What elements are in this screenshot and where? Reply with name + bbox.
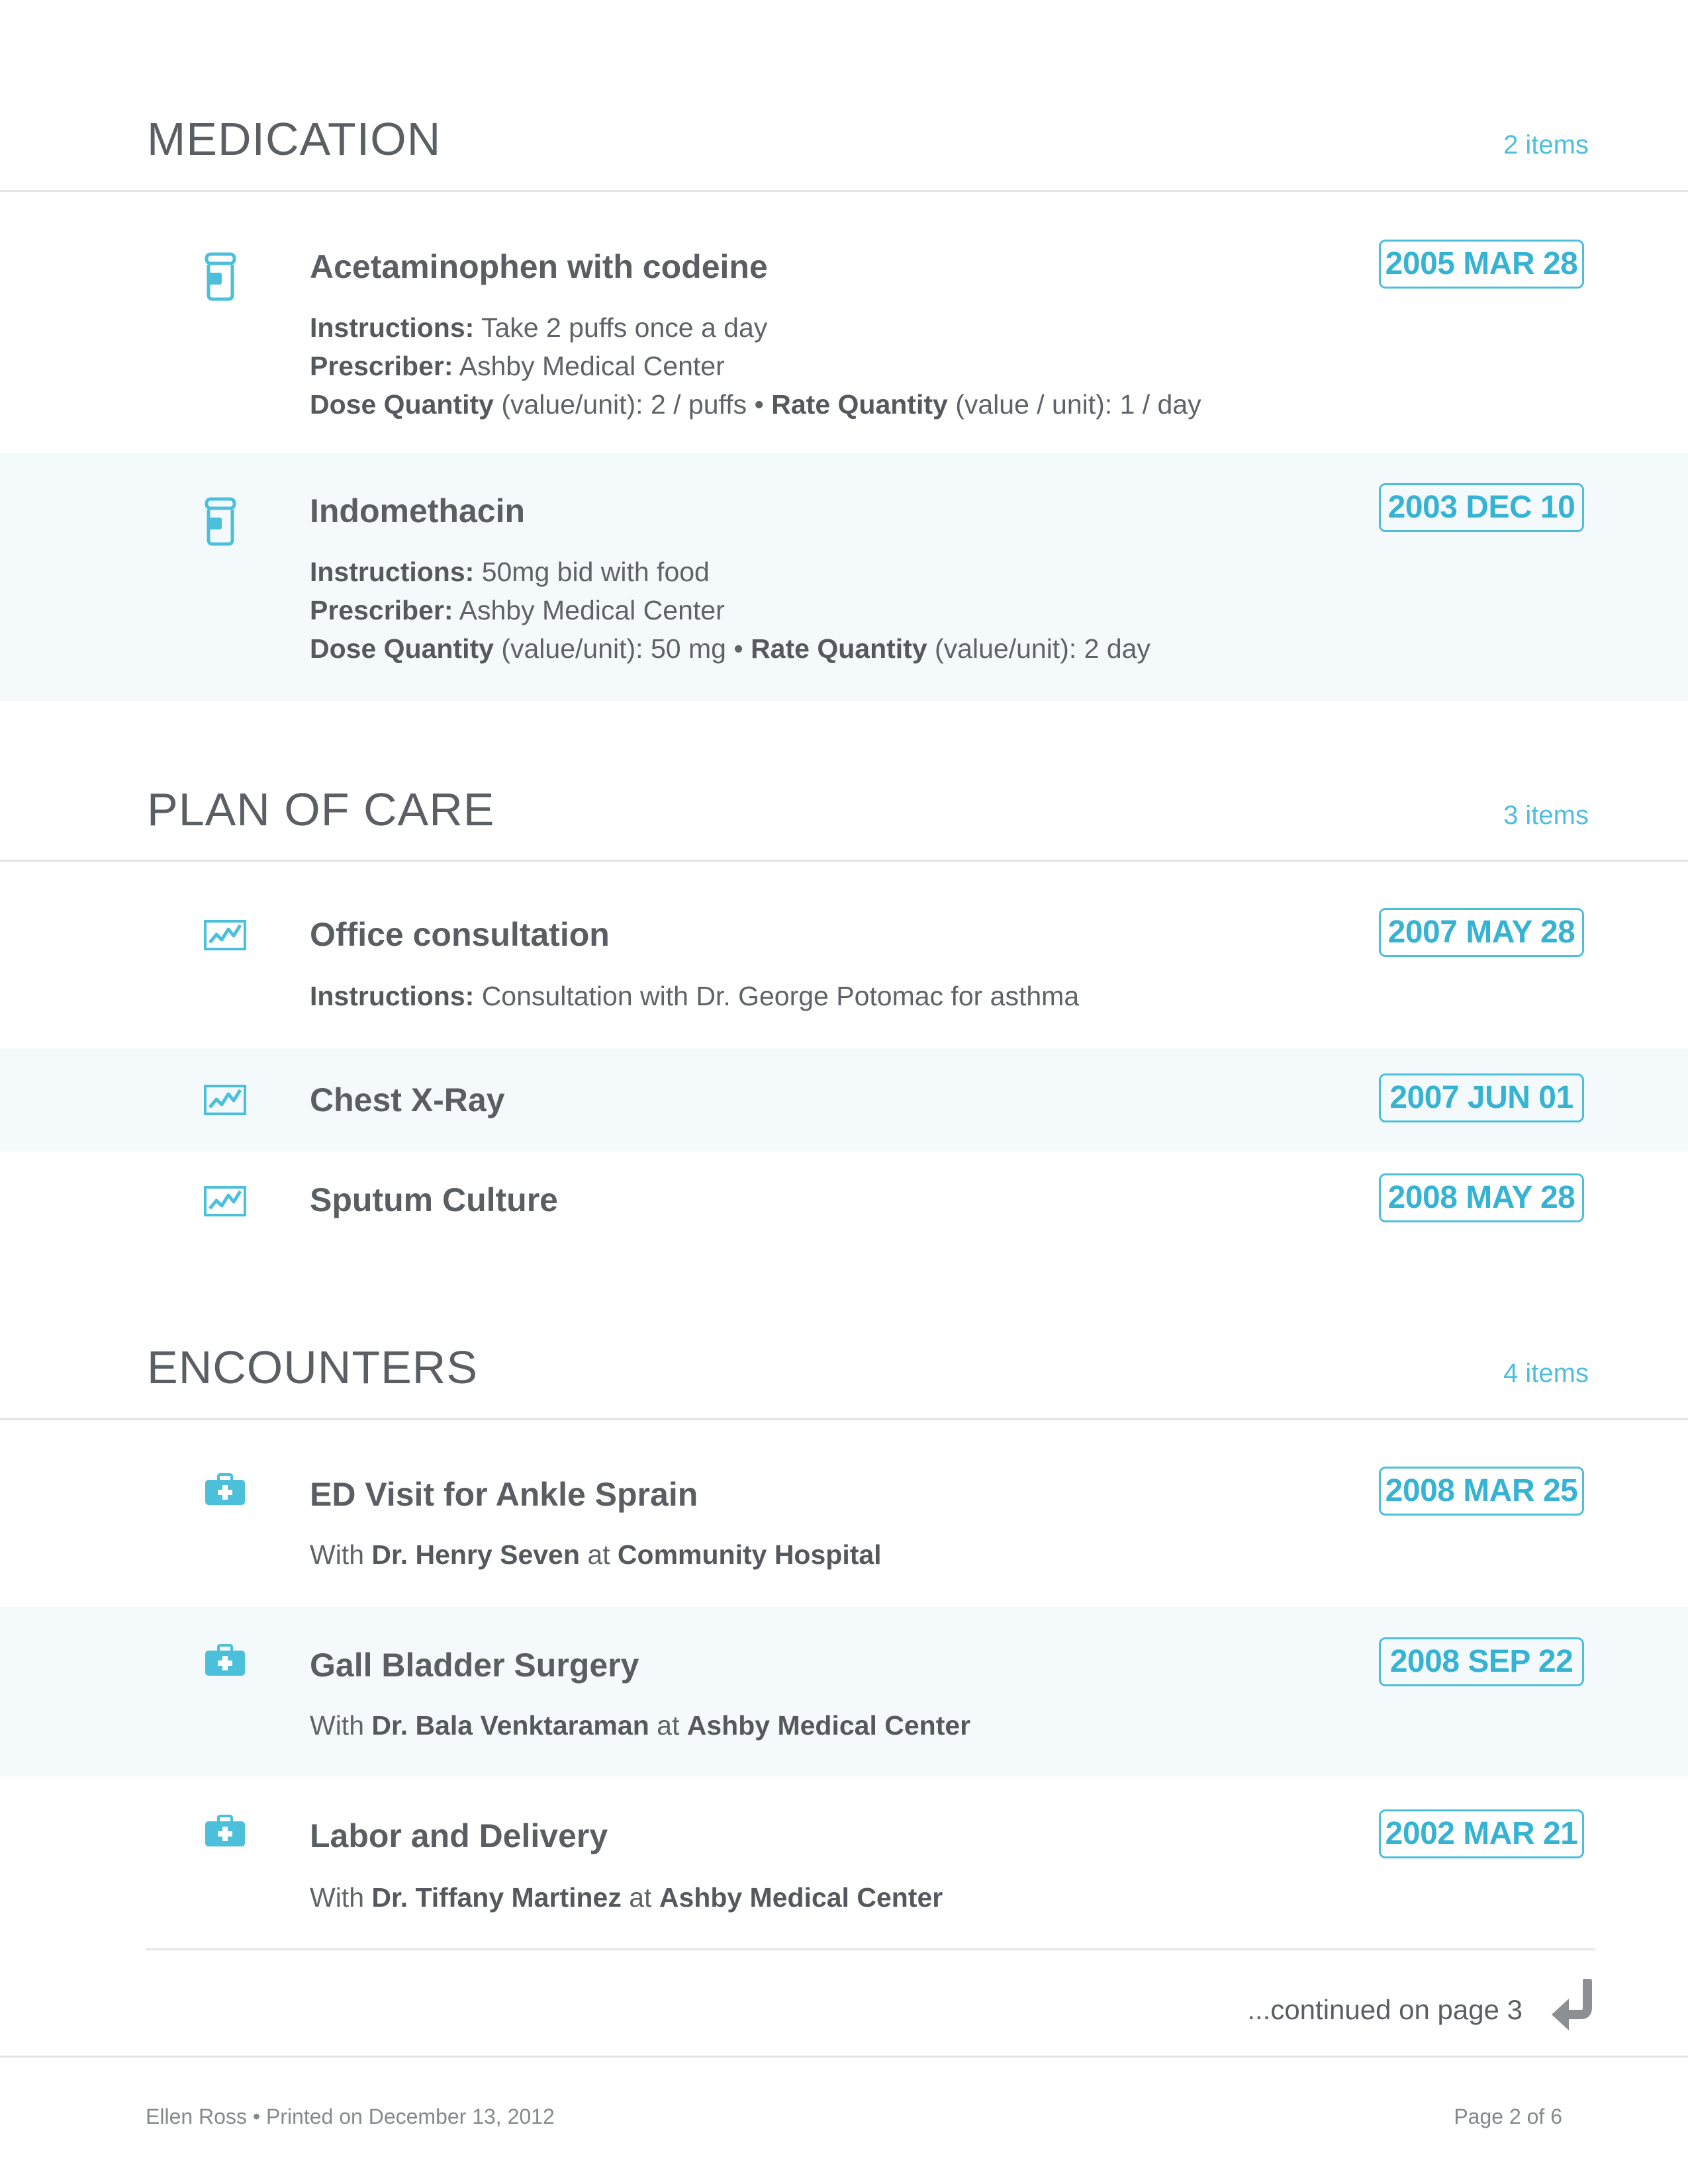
prescriber-line [310, 591, 725, 629]
instructions-label: Instructions: [310, 557, 475, 587]
instructions-line [310, 977, 1079, 1015]
footer-page-number: Page 2 of 6 [1454, 2105, 1562, 2128]
location-name: Community Hospital [617, 1539, 882, 1570]
chart-line-icon [204, 1085, 246, 1118]
date-badge: 2008 MAR 25 [1379, 1467, 1584, 1516]
quantity-line [310, 629, 1150, 668]
medical-kit-icon [204, 1815, 246, 1851]
section-title: PLAN OF CARE [147, 784, 495, 835]
medication-name: Indomethacin [310, 492, 526, 529]
encounter-name: ED Visit for Ankle Sprain [310, 1476, 698, 1513]
prescriber-value: Ashby Medical Center [459, 595, 725, 625]
instructions-value: Consultation with Dr. George Potomac for asthma [481, 981, 1080, 1011]
medical-kit-icon [204, 1644, 246, 1680]
dose-value: (value/unit): 2 / puffs [501, 389, 747, 420]
date-badge: 2007 MAY 28 [1379, 908, 1584, 957]
continued-note: ...continued on page 3 [1247, 1994, 1523, 2025]
plan-item [0, 1048, 1688, 1152]
with-text: With [310, 1539, 364, 1570]
list-end-divider [146, 1948, 1595, 1950]
prescriber-label: Prescriber: [310, 351, 453, 381]
instructions-value: 50mg bid with food [481, 557, 710, 587]
location-name: Ashby Medical Center [659, 1882, 943, 1913]
item-count: 3 items [1503, 801, 1589, 830]
instructions-line [310, 553, 710, 591]
rate-value: (value/unit): 2 day [935, 633, 1150, 664]
instructions-line [310, 308, 767, 347]
rate-value: (value / unit): 1 / day [955, 389, 1201, 420]
location-name: Ashby Medical Center [686, 1710, 971, 1741]
section-title: MEDICATION [147, 113, 442, 165]
date-badge: 2002 MAR 21 [1379, 1809, 1584, 1858]
separator: • [733, 633, 743, 664]
with-text: With [310, 1710, 364, 1741]
at-text: at [629, 1882, 652, 1913]
medication-item [0, 192, 1688, 452]
date-badge: 2005 MAR 28 [1379, 240, 1584, 289]
instructions-value: Take 2 puffs once a day [481, 312, 768, 343]
date-badge: 2003 DEC 10 [1379, 483, 1584, 532]
pill-bottle-icon [204, 251, 237, 305]
footer-divider [0, 2056, 1688, 2058]
date-badge: 2007 JUN 01 [1379, 1073, 1584, 1122]
prescriber-line [310, 347, 725, 385]
provider-line [310, 1706, 970, 1745]
footer-patient-info: Ellen Ross • Printed on December 13, 2012 [146, 2105, 555, 2128]
provider-line [310, 1535, 882, 1574]
doctor-name: Dr. Henry Seven [371, 1539, 580, 1570]
rate-label: Rate Quantity [751, 633, 927, 664]
dose-value: (value/unit): 50 mg [501, 633, 726, 664]
with-text: With [310, 1882, 364, 1913]
chart-line-icon [204, 1186, 246, 1220]
chart-line-icon [204, 920, 246, 954]
return-arrow-icon [1548, 1979, 1594, 2035]
item-count: 2 items [1503, 130, 1589, 159]
encounter-item [0, 1607, 1688, 1776]
date-badge: 2008 SEP 22 [1379, 1637, 1584, 1686]
dose-label: Dose Quantity [310, 633, 494, 664]
item-count: 4 items [1503, 1359, 1589, 1388]
encounter-name: Gall Bladder Surgery [310, 1647, 639, 1684]
instructions-label: Instructions: [310, 981, 475, 1011]
separator: • [754, 389, 764, 420]
rate-label: Rate Quantity [771, 389, 948, 420]
section-title: ENCOUNTERS [147, 1342, 479, 1393]
encounter-item [0, 1420, 1688, 1606]
encounter-item [0, 1776, 1688, 1946]
pill-bottle-icon [204, 496, 237, 550]
prescriber-value: Ashby Medical Center [459, 351, 725, 381]
plan-name: Office consultation [310, 916, 610, 953]
provider-line [310, 1878, 943, 1917]
dose-label: Dose Quantity [310, 389, 494, 420]
medication-item [0, 453, 1688, 701]
date-badge: 2008 MAY 28 [1379, 1173, 1584, 1222]
medical-kit-icon [204, 1473, 246, 1510]
at-text: at [657, 1710, 680, 1741]
quantity-line [310, 385, 1201, 424]
medication-name: Acetaminophen with codeine [310, 248, 768, 285]
doctor-name: Dr. Tiffany Martinez [371, 1882, 622, 1913]
instructions-label: Instructions: [310, 312, 475, 343]
plan-name: Sputum Culture [310, 1181, 558, 1218]
plan-item [0, 1152, 1688, 1251]
prescriber-label: Prescriber: [310, 595, 453, 625]
encounter-name: Labor and Delivery [310, 1817, 608, 1854]
at-text: at [587, 1539, 610, 1570]
plan-item [0, 862, 1688, 1048]
plan-name: Chest X-Ray [310, 1081, 505, 1118]
doctor-name: Dr. Bala Venktaraman [371, 1710, 649, 1741]
